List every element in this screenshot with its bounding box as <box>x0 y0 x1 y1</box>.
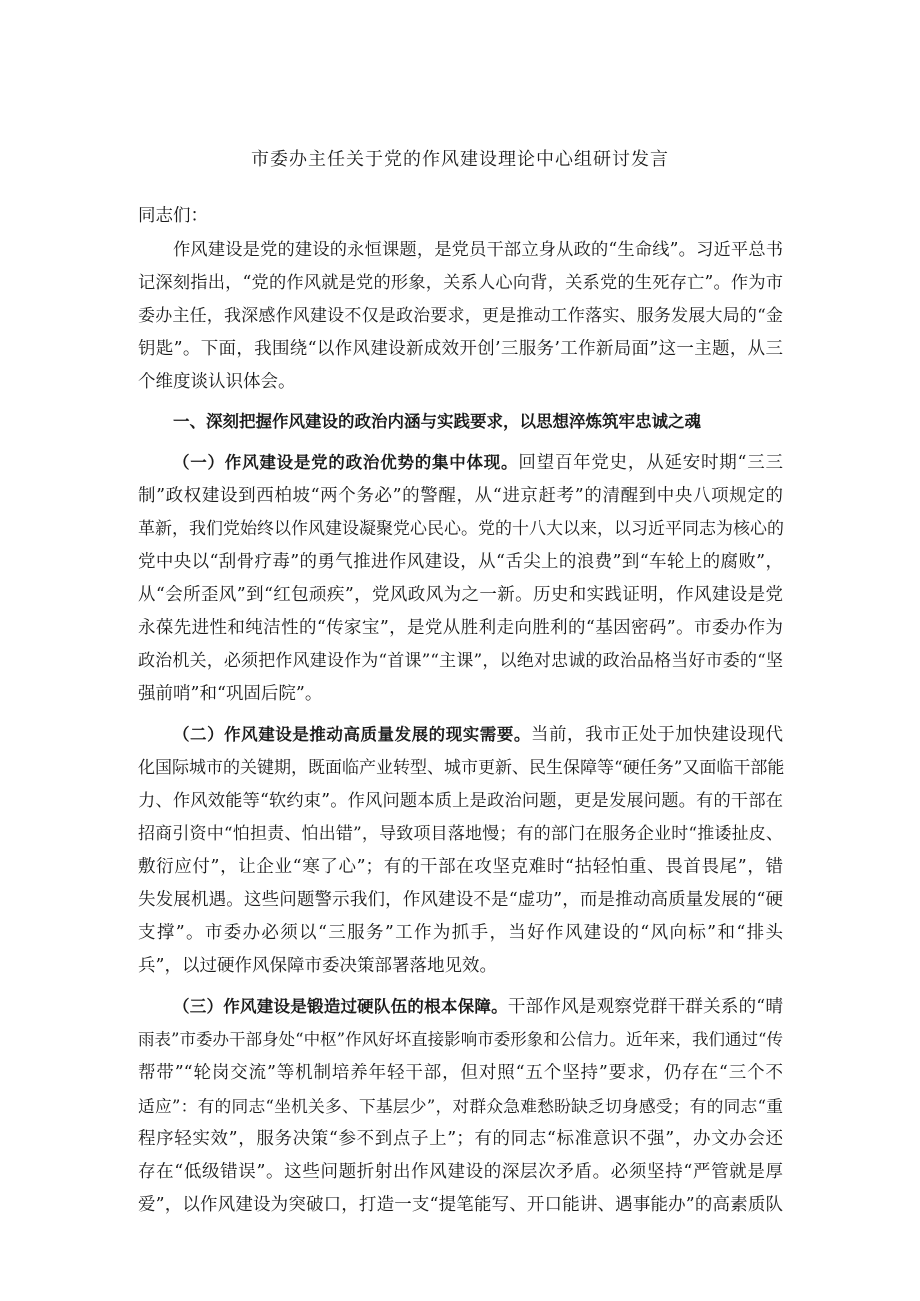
para2-lead: （二）作风建设是推动高质量发展的现实需要。 <box>173 725 531 744</box>
para3-line: 适应”：有的同志“坐机关多、下基层少”，对群众急难愁盼缺乏切身感受；有的同志“重 <box>138 1096 783 1116</box>
intro-line-3: 委办主任，我深感作风建设不仅是政治要求，更是推动工作落实、服务发展大局的“金 <box>138 306 783 326</box>
para2-line: 敷衍应付”，让企业“寒了心”；有的干部在攻坚克难时“拈轻怕重、畏首畏尾”，错 <box>138 857 783 877</box>
intro-line-1: 作风建设是党的建设的永恒课题，是党员干部立身从政的“生命线”。习近平总书 <box>173 240 783 260</box>
para3-line: 存在“低级错误”。这些问题折射出作风建设的深层次矛盾。必须坚持“严管就是厚 <box>138 1162 783 1182</box>
para1-first-line <box>173 450 783 476</box>
page-title: 市委办主任关于党的作风建设理论中心组研讨发言 <box>251 149 669 170</box>
intro-line-4: 钥匙”。下面，我围绕“以作风建设新成效开创’三服务’工作新局面”这一主题，从三 <box>138 339 783 359</box>
para1-line: 革新，我们党始终以作风建设凝聚党心民心。党的十八大以来，以习近平同志为核心的 <box>138 519 784 539</box>
para3-first-line <box>173 994 783 1020</box>
para2-line: 力、作风效能等“软约束”。作风问题本质上是政治问题，更是发展问题。有的干部在 <box>138 791 783 811</box>
para2-line: 失发展机遇。这些问题警示我们，作风建设不是“虚功”，而是推动高质量发展的“硬 <box>138 890 783 910</box>
para1-line: 永葆先进性和纯洁性的“传家宝”，是党从胜利走向胜利的“基因密码”。市委办作为 <box>138 618 783 638</box>
para3-line: 程序轻实效”，服务决策“参不到点子上”；有的同志“标准意识不强”，办文办会还 <box>138 1129 783 1149</box>
para1-line: 政治机关，必须把作风建设作为“首课”“主课”，以绝对忠诚的政治品格当好市委的“坚 <box>138 651 783 671</box>
para1-lead: （一）作风建设是党的政治优势的集中体现。 <box>173 453 519 472</box>
para3-line: 雨表”市委办干部身处“中枢”作风好坏直接影响市委形象和公信力。近年来，我们通过“传 <box>138 1030 783 1049</box>
para2-first-rest: 当前，我市正处于加快建设现代 <box>530 725 784 745</box>
salutation: 同志们： <box>138 206 208 226</box>
para3-line: 帮带”“轮岗交流”等机制培养年轻干部，但对照“五个坚持”要求，仍存在“三个不 <box>138 1063 783 1083</box>
intro-line-5: 个维度谈认识体会。 <box>138 372 296 392</box>
para2-first-line <box>173 722 783 748</box>
para3-first-rest: 干部作风是观察党群干群关系的“晴 <box>507 997 783 1017</box>
para2-line: 支撑”。市委办必须以“三服务”工作为抓手，当好作风建设的“风向标”和“排头 <box>138 923 783 943</box>
para2-line: 兵”，以过硬作风保障市委决策部署落地见效。 <box>138 956 497 976</box>
section-heading-1: 一、深刻把握作风建设的政治内涵与实践要求，以思想淬炼筑牢忠诚之魂 <box>173 412 701 431</box>
para1-line: 制”政权建设到西柏坡“两个务必”的警醒，从“进京赶考”的清醒到中央八项规定的 <box>138 486 783 506</box>
para2-line: 招商引资中“怕担责、怕出错”，导致项目落地慢；有的部门在服务企业时“推诿扯皮、 <box>138 824 783 844</box>
para2-line: 化国际城市的关键期，既面临产业转型、城市更新、民生保障等“硬任务”又面临干部能 <box>138 758 785 778</box>
para1-line: 党中央以“刮骨疗毒”的勇气推进作风建设，从“舌尖上的浪费”到“车轮上的腐败”， <box>138 552 783 572</box>
para3-lead: （三）作风建设是锻造过硬队伍的根本保障。 <box>173 997 508 1016</box>
para3-line: 爱”，以作风建设为突破口，打造一支“提笔能写、开口能讲、遇事能办”的高素质队 <box>138 1195 783 1215</box>
para1-line: 从“会所歪风”到“红包顽疾”，党风政风为之一新。历史和实践证明，作风建设是党 <box>138 585 783 605</box>
para1-first-rest: 回望百年党史，从延安时期“三三 <box>518 453 783 473</box>
intro-line-2: 记深刻指出，“党的作风就是党的形象，关系人心向背，关系党的生死存亡”。作为市 <box>138 273 783 293</box>
para1-line: 强前哨”和“巩固后院”。 <box>138 684 323 704</box>
